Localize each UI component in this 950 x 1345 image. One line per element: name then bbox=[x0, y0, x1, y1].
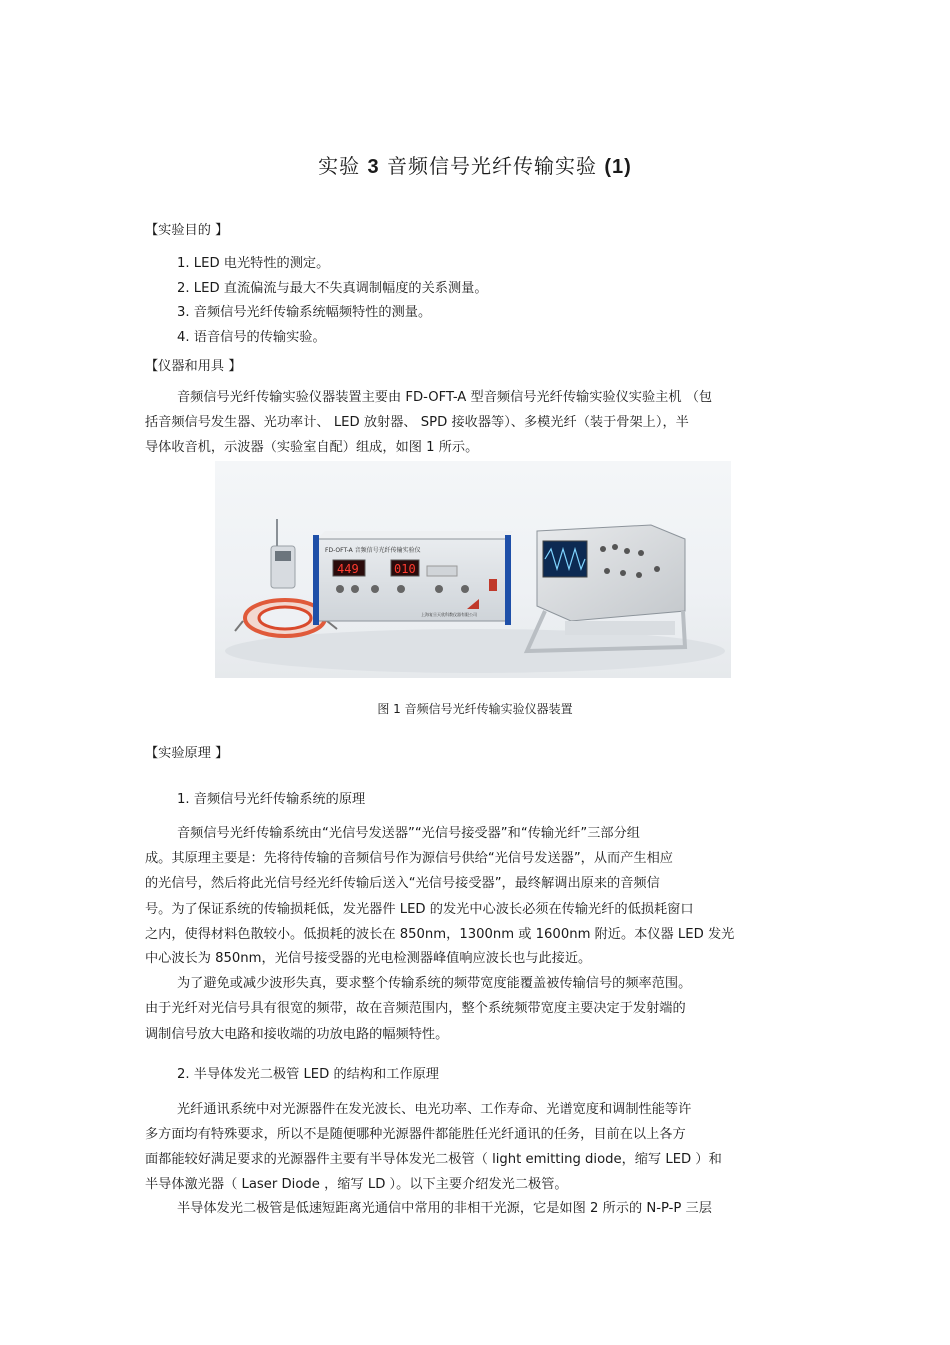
para1-line: 音频信号光纤传输系统由“光信号发送器”“光信号接受器”和“传输光纤”三部分组 bbox=[177, 826, 640, 841]
para3-line: 多方面均有特殊要求，所以不是随便哪种光源器件都能胜任光纤通讯的任务，目前在以上各方 bbox=[145, 1127, 686, 1142]
para1-line: 成。其原理主要是：先将待传输的音频信号作为源信号供给“光信号发送器”，从而产生相应 bbox=[145, 851, 673, 866]
equipment-line: 括音频信号发生器、光功率计、 LED 放射器、 SPD 接收器等）、多模光纤（装于骨架上），半 bbox=[145, 415, 689, 430]
title-prefix: 实验 bbox=[318, 154, 361, 178]
para3-line: 面都能较好满足要求的光源器件主要有半导体发光二极管（ light emitting diode，缩写 LED ）和 bbox=[145, 1152, 722, 1167]
title-main: 音频信号光纤传输实验 bbox=[387, 154, 598, 178]
purpose-item: 3. 音频信号光纤传输系统幅频特性的测量。 bbox=[177, 305, 432, 320]
display-1: 449 bbox=[337, 562, 359, 576]
subsection-1-heading: 1. 音频信号光纤传输系统的原理 bbox=[177, 792, 366, 807]
para2-line: 由于光纤对光信号具有很宽的频带，故在音频范围内，整个系统频带宽度主要决定于发射端的 bbox=[145, 1001, 686, 1016]
purpose-item: 2. LED 直流偏流与最大不失真调制幅度的关系测量。 bbox=[177, 281, 488, 296]
para1-line: 的光信号，然后将此光信号经光纤传输后送入“光信号接受器”，最终解调出原来的音频信 bbox=[145, 876, 660, 891]
main-instrument bbox=[313, 531, 513, 625]
para3-line: 半导体激光器（ Laser Diode ，缩写 LD ）。以下主要介绍发光二极管。 bbox=[145, 1177, 568, 1192]
para1-line: 号。为了保证系统的传输损耗低，发光器件 LED 的发光中心波长必须在传输光纤的低损耗窗口 bbox=[145, 902, 694, 917]
purpose-item: 4. 语音信号的传输实验。 bbox=[177, 330, 326, 345]
para2-line: 为了避免或减少波形失真，要求整个传输系统的频带宽度能覆盖被传输信号的频率范围。 bbox=[177, 976, 692, 991]
section-purpose-heading: 【实验目的 】 bbox=[145, 223, 229, 238]
subsection-2-heading: 2. 半导体发光二极管 LED 的结构和工作原理 bbox=[177, 1067, 439, 1082]
equipment-line: 导体收音机，示波器（实验室自配）组成，如图 1 所示。 bbox=[145, 440, 479, 455]
maker-label: 上海复旦天欣科教仪器有限公司 bbox=[421, 612, 477, 617]
para1-line: 中心波长为 850nm，光信号接受器的光电检测器峰值响应波长也与此接近。 bbox=[145, 951, 592, 966]
figure-caption: 图 1 音频信号光纤传输实验仪器装置 bbox=[377, 702, 573, 716]
para2-line: 调制信号放大电路和接收端的功放电路的幅频特性。 bbox=[145, 1027, 449, 1042]
radio bbox=[271, 519, 295, 588]
equipment-line: 音频信号光纤传输实验仪器装置主要由 FD-OFT-A 型音频信号光纤传输实验仪实验主机 （包 bbox=[177, 390, 713, 405]
title-paren: (1) bbox=[604, 156, 632, 178]
panel-label: FD-OFT-A 音频信号光纤传输实验仪 bbox=[325, 547, 421, 554]
section-principle-heading: 【实验原理 】 bbox=[145, 746, 229, 761]
para1-line: 之内，使得材料色散较小。低损耗的波长在 850nm，1300nm 或 1600nm 附近。本仪器 LED 发光 bbox=[145, 927, 735, 942]
title-number: 3 bbox=[367, 156, 380, 178]
section-equipment-heading: 【仪器和用具 】 bbox=[145, 359, 242, 374]
para3-line: 光纤通讯系统中对光源器件在发光波长、电光功率、工作寿命、光谱宽度和调制性能等许 bbox=[177, 1102, 692, 1117]
para4-line: 半导体发光二极管是低速短距离光通信中常用的非相干光源，它是如图 2 所示的 N-P-P 三层 bbox=[177, 1201, 712, 1216]
instrument-photo bbox=[215, 461, 731, 678]
page-title bbox=[0, 150, 950, 179]
instrument-illustration bbox=[215, 461, 731, 678]
display-2: 010 bbox=[394, 562, 416, 576]
purpose-item: 1. LED 电光特性的测定。 bbox=[177, 256, 330, 271]
